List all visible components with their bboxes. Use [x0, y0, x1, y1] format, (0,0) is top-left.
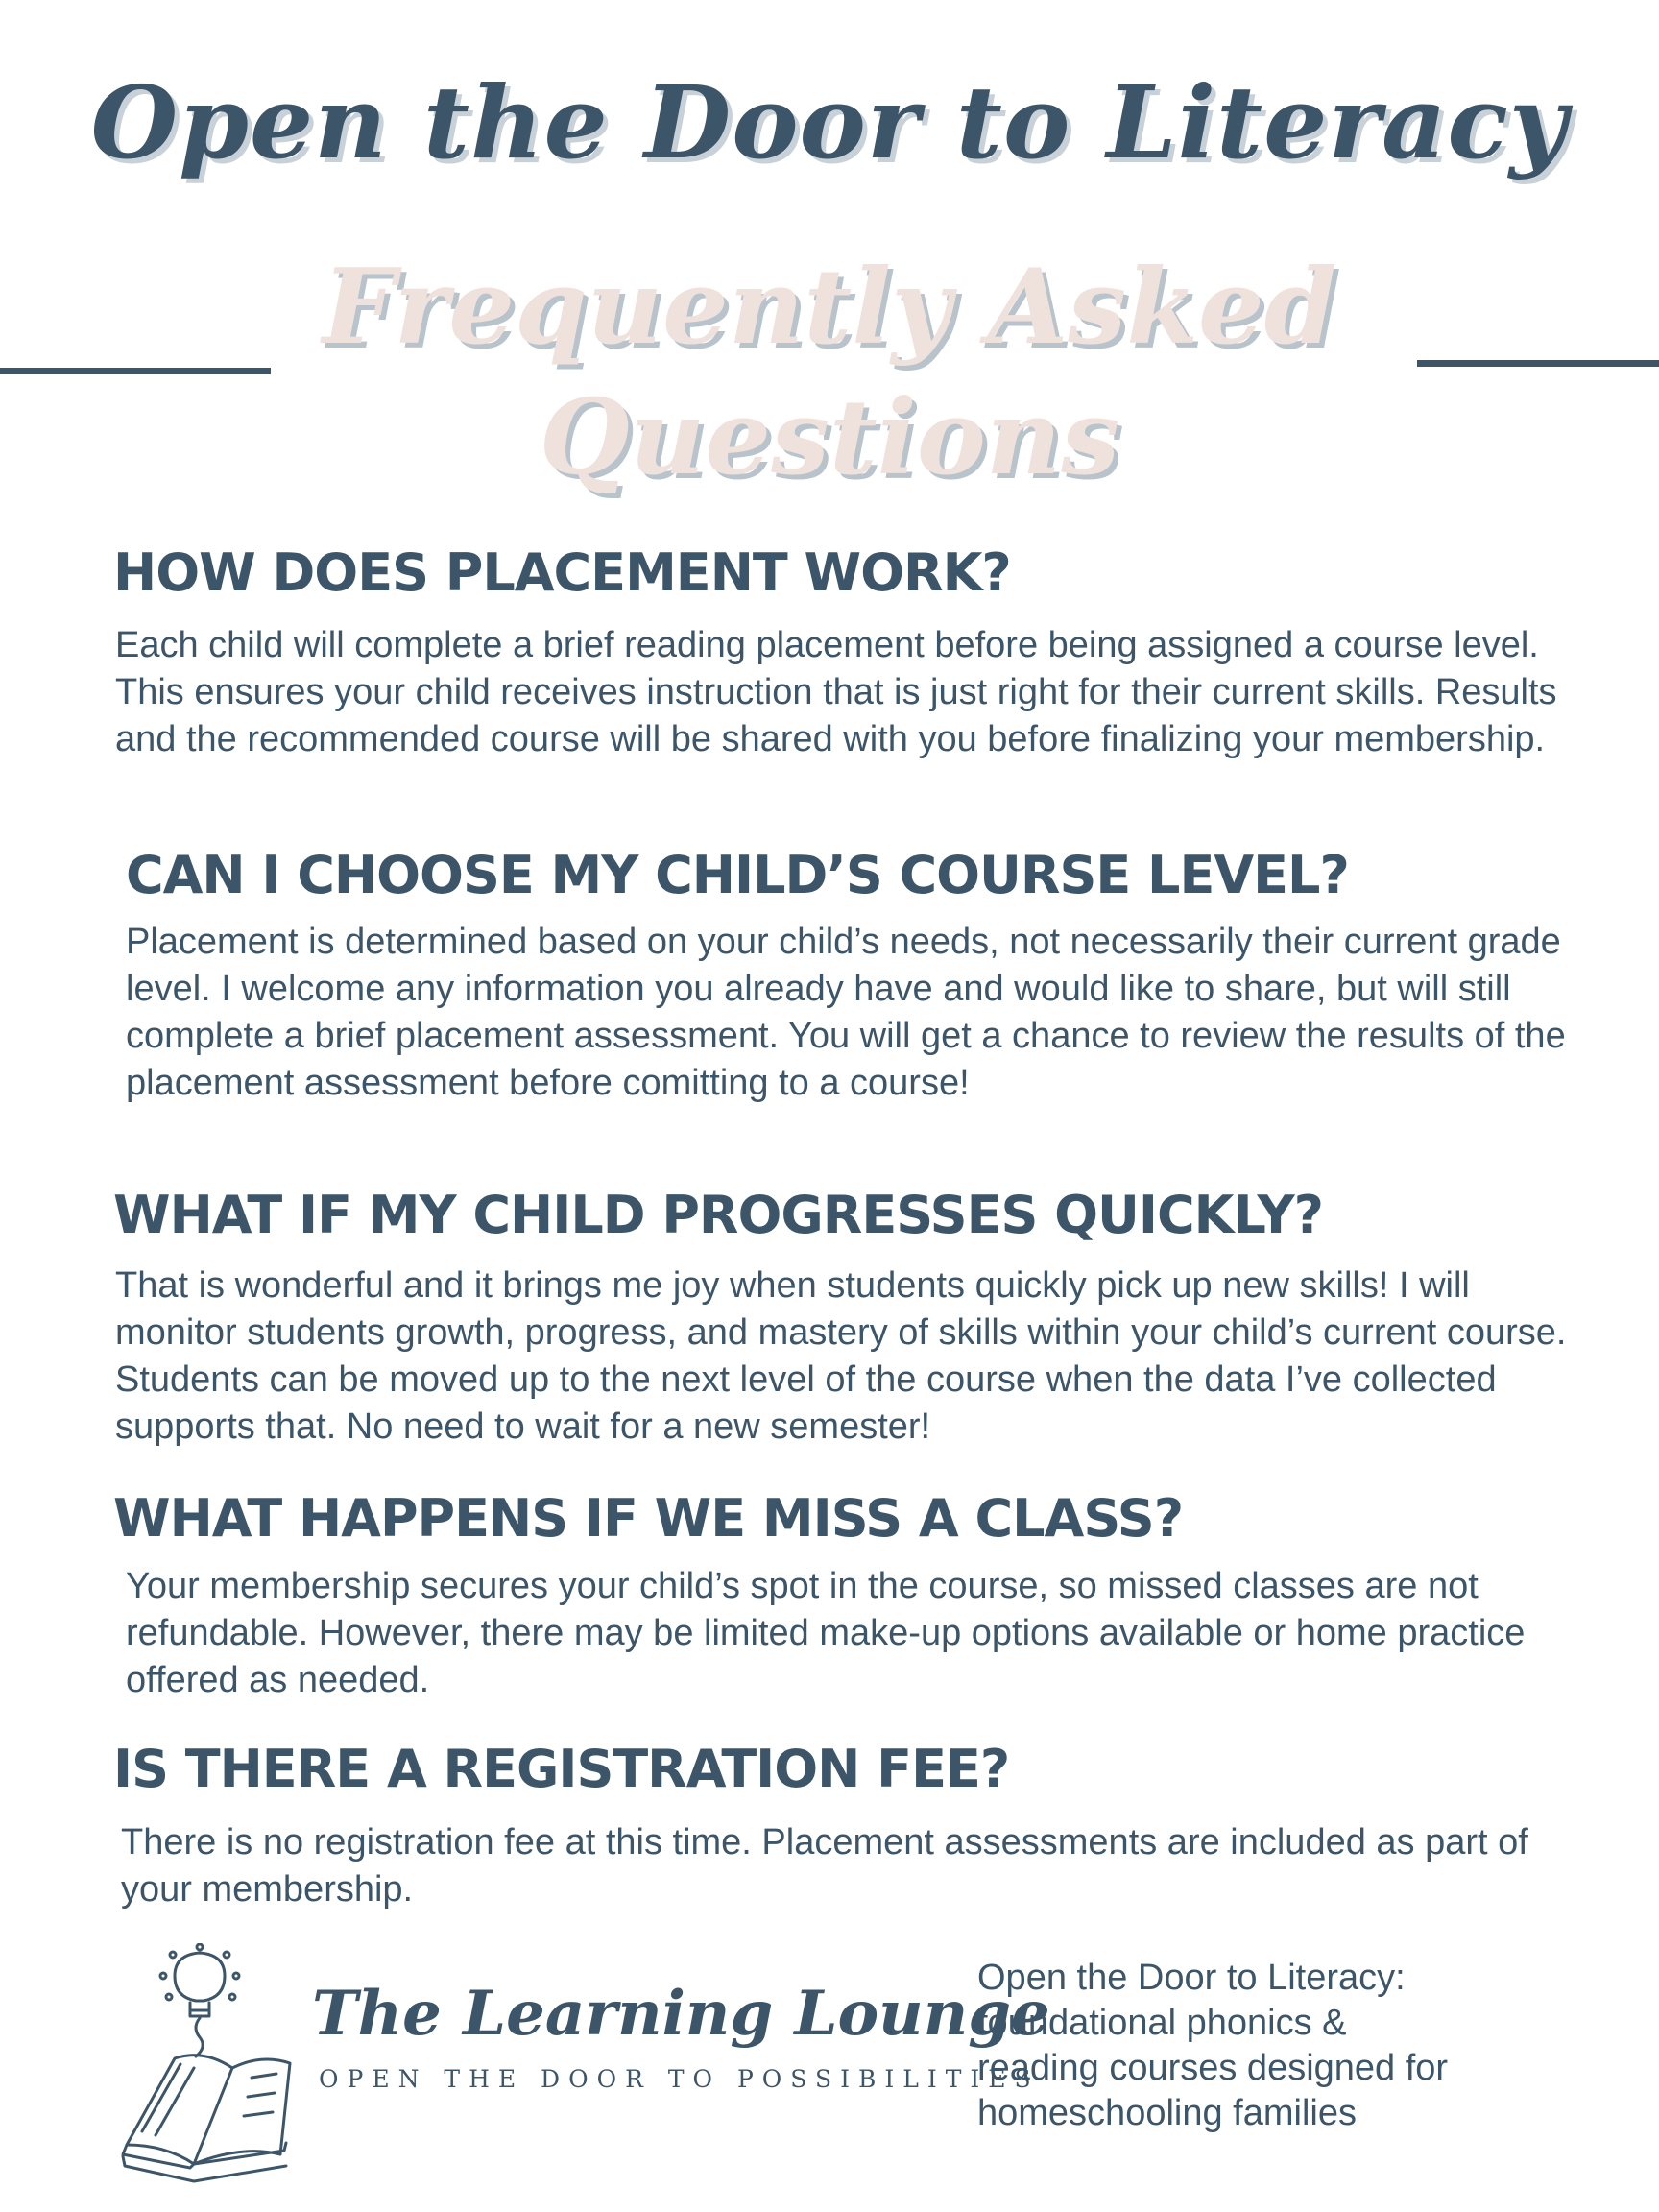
faq-question: WHAT IF MY CHILD PROGRESSES QUICKLY?: [113, 1185, 1323, 1245]
faq-answer: That is wonderful and it brings me joy when students quickly pick up new skills! I will monitor students growth, progress, and mastery of skills within your child’s current course. Students can be moved up to the next level of the course when the data I’ve collected supports that. No need to wait for a new semester!: [115, 1265, 1567, 1447]
left-divider: [0, 368, 271, 374]
faq-answer: There is no registration fee at this time. Placement assessments are included as part of your membership.: [121, 1822, 1528, 1910]
right-divider: [1417, 360, 1659, 367]
footer-note-line: reading courses designed for: [977, 2048, 1449, 2088]
footer-note: [977, 1956, 1448, 2136]
page-title: Open the Door to Literacy: [90, 63, 1569, 181]
section-subtitle-line2: Questions: [539, 377, 1120, 498]
book-lightbulb-logo-icon: [108, 1943, 309, 2183]
brand-tagline: OPEN THE DOOR TO POSSIBILITIES: [319, 2065, 1040, 2093]
faq-question: WHAT HAPPENS IF WE MISS A CLASS?: [113, 1488, 1184, 1549]
section-subtitle-line1: Frequently Asked: [322, 247, 1337, 368]
footer-note-line: homeschooling families: [977, 2093, 1357, 2133]
footer-note-line: Open the Door to Literacy:: [977, 1958, 1406, 1998]
faq-question: IS THERE A REGISTRATION FEE?: [113, 1739, 1010, 1799]
faq-answer: Your membership secures your child’s spot in the course, so missed classes are not refundable. However, there may be limited make-up options available or home practice offered as needed.: [126, 1566, 1526, 1700]
faq-question: HOW DOES PLACEMENT WORK?: [113, 542, 1011, 603]
faq-question: CAN I CHOOSE MY CHILD’S COURSE LEVEL?: [126, 845, 1349, 905]
faq-answer: Each child will complete a brief reading placement before being assigned a course level. This ensures your child receives instruction that is just right for their current skills. Results and the recommended course will be shared with you before finalizing your membership.: [115, 625, 1557, 759]
brand-name: The Learning Lounge: [312, 1978, 1050, 2050]
footer-note-line: foundational phonics &: [977, 2003, 1347, 2043]
faq-answer: Placement is determined based on your child’s needs, not necessarily their current grade level. I welcome any information you already have and would like to share, but will still complete a brief placement assessment. You will get a chance to review the results of the placement assessment before comitting to a course!: [126, 922, 1566, 1103]
